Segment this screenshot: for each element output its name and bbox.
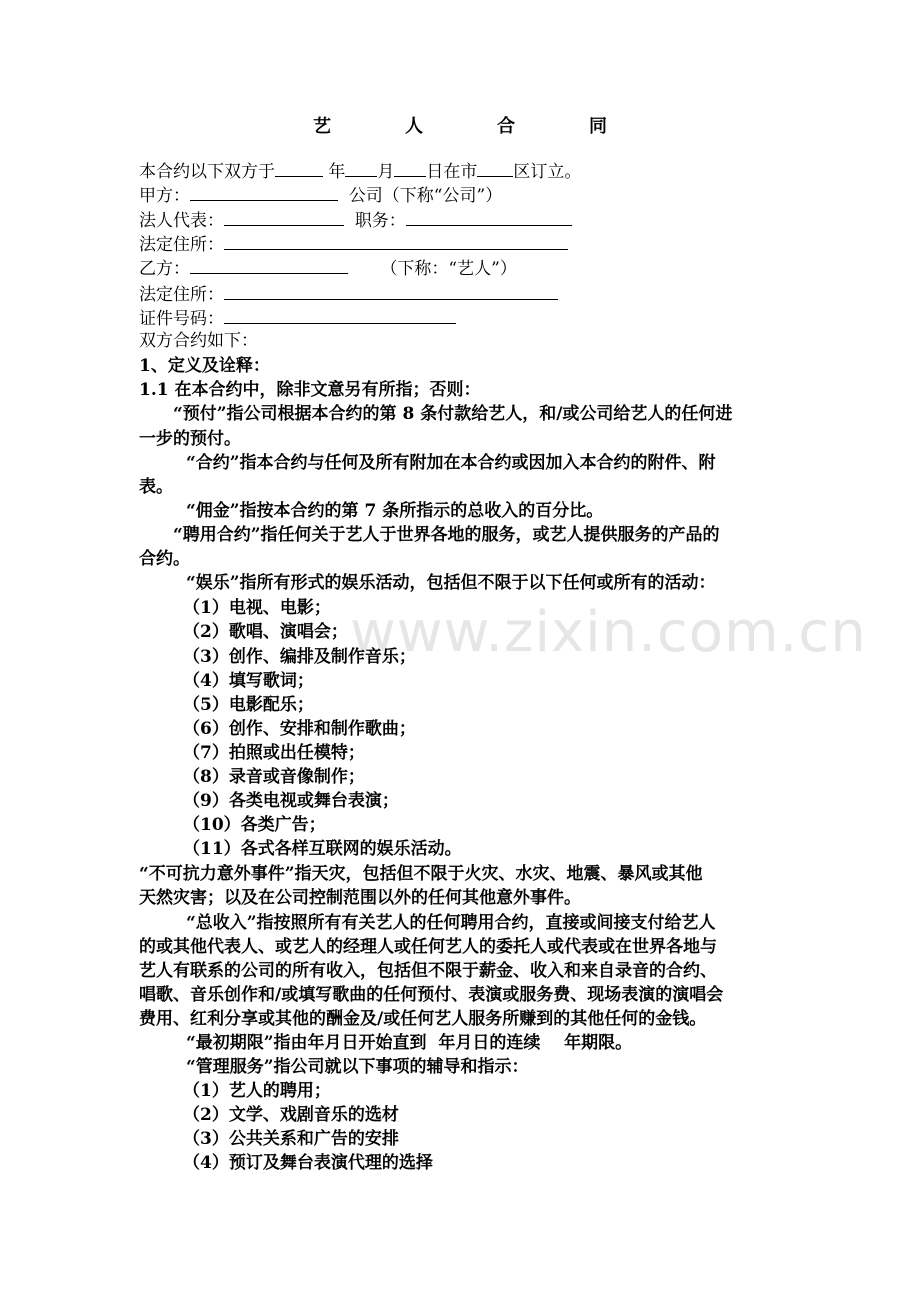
- id-number-blank: [224, 306, 456, 324]
- list-item: （4）填写歌词；: [183, 671, 314, 691]
- def-contract-line-2: 表。: [139, 477, 173, 497]
- def-prepay-line-1: “预付”指公司根据本合约的第 8 条付款给艺人，和/或公司给艺人的任何进: [173, 404, 733, 424]
- def-gross-income-line-4: 唱歌、音乐创作和/或填写歌曲的任何预付、表演或服务费、现场表演的演唱会: [139, 985, 724, 1005]
- def-contract-line-1: “合约”指本合约与任何及所有附加在本合约或因加入本合约的附件、附: [186, 453, 716, 473]
- address-a-line: 法定住所：: [139, 232, 568, 257]
- party-a-line: 甲方： 公司（下称“公司”）: [139, 183, 502, 208]
- def-gross-income-line-5: 费用、红利分享或其他的酬金及/或任何艺人服务所赚到的其他任何的金钱。: [139, 1009, 707, 1029]
- def-gross-income-line-2: 的或其他代表人、或艺人的经理人或任何艺人的委托人或代表或在世界各地与: [139, 937, 717, 957]
- year-blank: [275, 159, 323, 177]
- list-item: （1）电视、电影；: [183, 598, 331, 618]
- def-engagement-line-1: “聘用合约”指任何关于艺人于世界各地的服务，或艺人提供服务的产品的: [173, 525, 720, 545]
- def-management: “管理服务”指公司就以下事项的辅导和指示：: [186, 1057, 529, 1077]
- party-b-line: 乙方： （下称：“艺人”）: [139, 256, 517, 281]
- list-item: （1）艺人的聘用；: [183, 1081, 331, 1101]
- legal-rep-line: 法人代表： 职务：: [139, 208, 572, 233]
- def-commission: “佣金”指按本合约的第 7 条所指示的总收入的百分比。: [186, 501, 604, 521]
- address-b-line: 法定住所：: [139, 282, 558, 307]
- list-item: （6）创作、安排和制作歌曲；: [183, 719, 416, 739]
- section-heading: 1、定义及诠释：: [139, 356, 270, 376]
- list-item: （9）各类电视或舞台表演；: [183, 791, 399, 811]
- id-number-line: 证件号码：: [139, 306, 456, 331]
- month-blank: [345, 159, 377, 177]
- agree-line: 双方合约如下：: [139, 331, 258, 351]
- document-title: 艺 人 合 同: [313, 116, 635, 137]
- def-initial-term: “最初期限”指由年月日开始直到 年月日的连续 年期限。: [186, 1033, 633, 1053]
- day-blank: [394, 159, 426, 177]
- def-entertainment: “娱乐”指所有形式的娱乐活动，包括但不限于以下任何或所有的活动：: [186, 573, 716, 593]
- list-item: （2）文学、戏剧音乐的选材: [183, 1105, 399, 1125]
- list-item: （8）录音或音像制作；: [183, 767, 365, 787]
- def-prepay-line-2: 一步的预付。: [139, 429, 241, 449]
- def-force-majeure-line-1: “不可抗力意外事件”指天灾，包括但不限于火灾、水灾、地震、暴风或其他: [139, 864, 703, 884]
- list-item: （5）电影配乐；: [183, 695, 314, 715]
- list-item: （3）创作、编排及制作音乐；: [183, 647, 416, 667]
- legal-rep-blank: [224, 208, 344, 226]
- intro-line: 本合约以下双方于 年 月 日在市 区订立。: [139, 159, 581, 184]
- position-blank: [406, 208, 572, 226]
- list-item: （3）公共关系和广告的安排: [183, 1129, 399, 1149]
- subsection-heading: 1.1 在本合约中，除非文意另有所指；否则：: [139, 380, 481, 400]
- list-item: （4）预订及舞台表演代理的选择: [183, 1153, 433, 1173]
- list-item: （2）歌唱、演唱会；: [183, 622, 348, 642]
- list-item: （7）拍照或出任模特；: [183, 743, 365, 763]
- def-engagement-line-2: 合约。: [139, 549, 190, 569]
- district-blank: [477, 159, 513, 177]
- party-b-blank: [190, 256, 348, 274]
- address-b-blank: [224, 282, 558, 300]
- watermark: www.zixin.com.cn: [350, 600, 867, 665]
- def-gross-income-line-3: 艺人有联系的公司的所有收入，包括但不限于薪金、收入和来自录音的合约、: [139, 961, 717, 981]
- list-item: （10）各类广告；: [183, 815, 326, 835]
- address-a-blank: [224, 232, 568, 250]
- party-a-blank: [190, 183, 338, 201]
- def-gross-income-line-1: “总收入”指按照所有有关艺人的任何聘用合约，直接或间接支付给艺人: [186, 913, 716, 933]
- list-item: （11）各式各样互联网的娱乐活动。: [183, 839, 462, 859]
- def-force-majeure-line-2: 天然灾害；以及在公司控制范围以外的任何其他意外事件。: [139, 888, 581, 908]
